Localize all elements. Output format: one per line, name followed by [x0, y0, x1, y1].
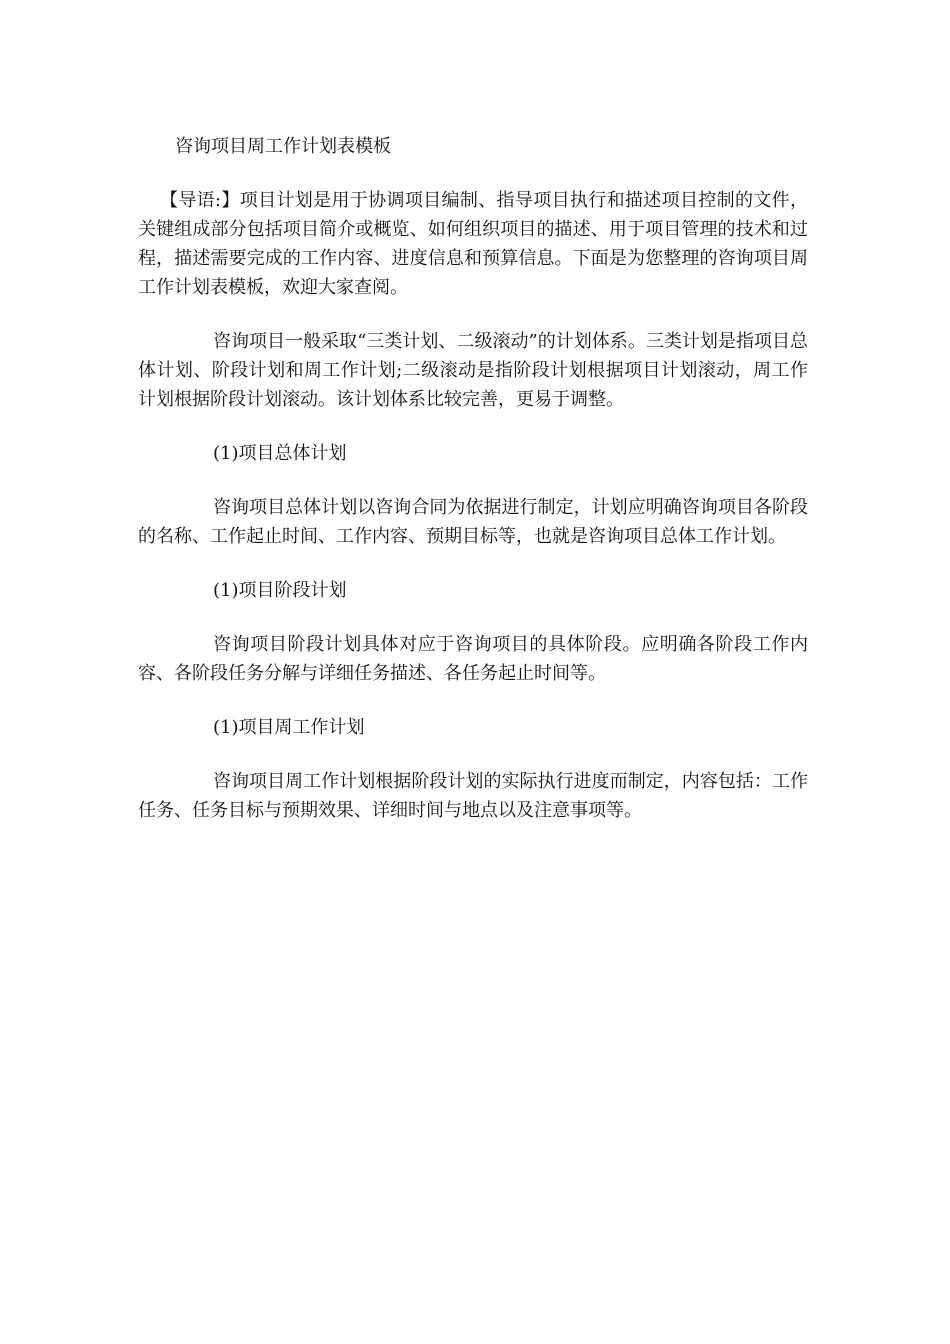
paragraph-weekly-plan: 咨询项目周工作计划根据阶段计划的实际执行进度而制定，内容包括：工作任务、任务目标与预期效果、详细时间与地点以及注意事项等。: [138, 771, 808, 821]
paragraph-phase-plan: 咨询项目阶段计划具体对应于咨询项目的具体阶段。应明确各阶段工作内容、各阶段任务分解与详细任务描述、各任务起止时间等。: [138, 634, 808, 684]
document-title: 咨询项目周工作计划表模板: [175, 136, 391, 157]
intro-paragraph: 【导语:】项目计划是用于协调项目编制、指导项目执行和描述项目控制的文件，关键组成部分包括项目简介或概览、如何组织项目的描述、用于项目管理的技术和过程，描述需要完成的工作内容、进度信息和预算信息。下面是为您整理的咨询项目周工作计划表模板，欢迎大家查阅。: [138, 190, 808, 298]
heading-overall-plan: (1)项目总体计划: [213, 443, 347, 464]
paragraph-overall-plan: 咨询项目总体计划以咨询合同为依据进行制定，计划应明确咨询项目各阶段的名称、工作起止时间、工作内容、预期目标等，也就是咨询项目总体工作计划。: [138, 497, 808, 547]
document-body: [138, 132, 808, 850]
heading-phase-plan: (1)项目阶段计划: [213, 580, 347, 601]
heading-weekly-plan: (1)项目周工作计划: [213, 717, 365, 738]
paragraph-plan-system: 咨询项目一般采取“三类计划、二级滚动”的计划体系。三类计划是指项目总体计划、阶段计划和周工作计划;二级滚动是指阶段计划根据项目计划滚动，周工作计划根据阶段计划滚动。该计划体系比较完善，更易于调整。: [138, 331, 808, 410]
